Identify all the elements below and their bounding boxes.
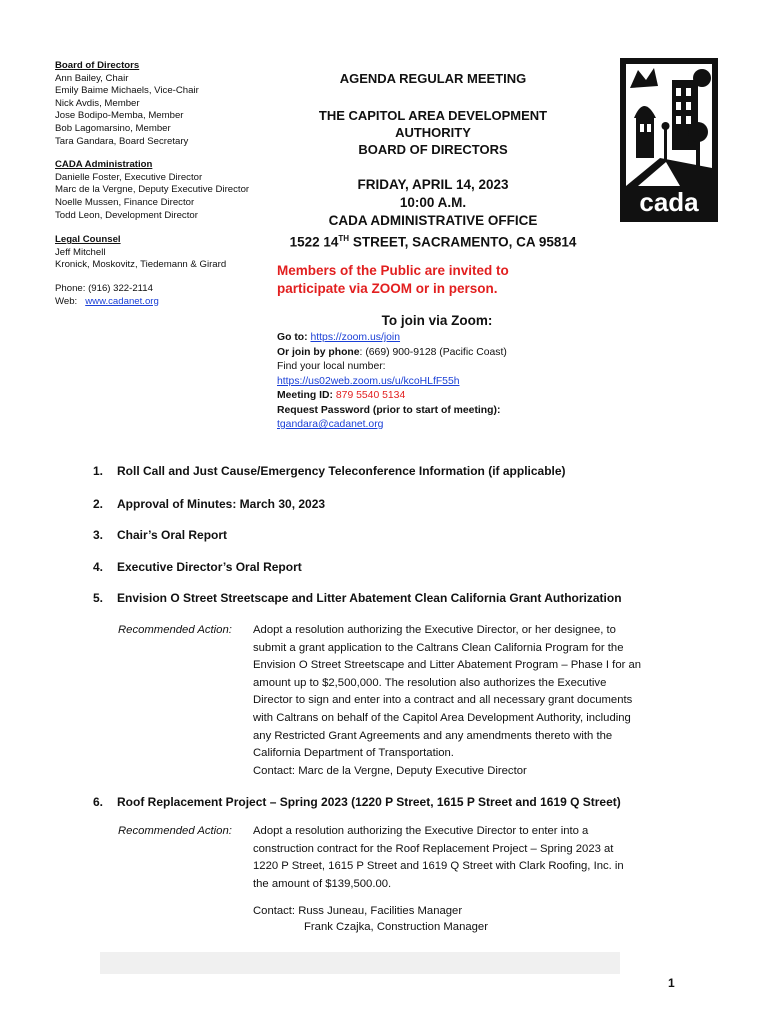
board-heading: Board of Directors [55, 60, 140, 71]
logo-text: cada [639, 187, 699, 217]
recommended-action-label: Recommended Action: [118, 825, 232, 837]
meeting-address: 1522 14TH STREET, SACRAMENTO, CA 95814 [289, 234, 577, 250]
local-number-link[interactable]: https://us02web.zoom.us/u/kcoHLfF55h [277, 375, 460, 387]
board-member: Ann Bailey, Chair [55, 72, 129, 84]
password-email-link[interactable]: tgandara@cadanet.org [277, 419, 384, 430]
admin-member: Danielle Foster, Executive Director [55, 171, 203, 183]
meeting-id: 879 5540 5134 [335, 390, 406, 401]
admin-member: Todd Leon, Development Director [55, 209, 198, 221]
website-link[interactable]: www.cadanet.org [85, 295, 159, 307]
faint-bleed-through [100, 952, 620, 974]
public-notice [277, 262, 509, 298]
agenda-item-title: Roof Replacement Project – Spring 2023 (1220 P Street, 1615 P Street and 1619 Q Street) [117, 795, 621, 809]
org-line: THE CAPITOL AREA DEVELOPMENT [318, 108, 548, 123]
agenda-title: AGENDA REGULAR MEETING [339, 71, 527, 86]
item5-recommendation: Adopt a resolution authorizing the Executive Director, or her designee, to submit a grant application to the Caltrans Clean California Program for the Envision O Street Streetscape and Litter Abatement Program – Phase I for an amount up to $2,500,000. The resolution also authorizes the Executive Director to sign and enter into a contract and all necessary grant documents with Caltrans on behalf of the Capitol Area Development Authority, including any Restricted Grant Agreements and any amendments thereto with the California Department of Transportation. [253, 624, 642, 760]
agenda-item-title: Roll Call and Just Cause/Emergency Teleconference Information (if applicable) [117, 464, 566, 478]
admin-member: Marc de la Vergne, Deputy Executive Director [55, 184, 250, 196]
password-label: Request Password (prior to start of meeting): [277, 404, 501, 416]
cada-logo-graphic [620, 58, 718, 222]
organization-heading [268, 107, 598, 158]
meeting-office: CADA ADMINISTRATIVE OFFICE [328, 213, 538, 228]
board-member: Emily Baime Michaels, Vice-Chair [55, 85, 199, 97]
agenda-item-title: Executive Director’s Oral Report [117, 560, 302, 574]
zoom-title: To join via Zoom: [381, 313, 493, 328]
website-line [55, 296, 295, 309]
agenda-item: 5. Envision O Street Streetscape and Litter Abatement Clean California Grant Authorization [93, 591, 622, 605]
agenda-item-title: Chair’s Oral Report [117, 528, 228, 542]
agenda-item: 1. Roll Call and Just Cause/Emergency Teleconference Information (if applicable) [93, 464, 566, 478]
meeting-date: FRIDAY, APRIL 14, 2023 [357, 177, 509, 192]
agenda-item-title: Envision O Street Streetscape and Litter Abatement Clean California Grant Authorization [117, 591, 622, 605]
admin-heading: CADA Administration [55, 159, 153, 171]
board-member: Jose Bodipo-Memba, Member [55, 110, 184, 122]
counsel-member: Jeff Mitchell [55, 246, 106, 258]
public-notice-line: Members of the Public are invited to [277, 263, 509, 278]
local-number-label: Find your local number: [277, 361, 386, 372]
item5-contact: Contact: Marc de la Vergne, Deputy Executive Director [253, 765, 527, 777]
agenda-item: 3. Chair’s Oral Report [93, 528, 228, 542]
phone-label: Or join by phone [277, 346, 360, 358]
board-member: Nick Avdis, Member [55, 97, 140, 109]
website-label: Web: [55, 295, 78, 307]
cada-logo [620, 58, 718, 222]
board-member: Bob Lagomarsino, Member [55, 122, 171, 134]
item6-contact: Contact: Russ Juneau, Facilities Manager Frank Czajka, Construction Manager [253, 905, 488, 933]
agenda-item: 4. Executive Director’s Oral Report [93, 560, 302, 574]
directory-column [55, 60, 295, 308]
zoom-join-link[interactable]: https://zoom.us/join [310, 332, 401, 343]
phone-number: Phone: (916) 322-2114 [55, 282, 153, 294]
agenda-item: 6. Roof Replacement Project – Spring 2023 (1220 P Street, 1615 P Street and 1619 Q Street) [93, 795, 621, 809]
board-member: Tara Gandara, Board Secretary [55, 135, 189, 147]
counsel-heading: Legal Counsel [55, 234, 121, 246]
goto-label: Go to: [277, 332, 311, 343]
item6-recommendation: Adopt a resolution authorizing the Executive Director to enter into a construction contract for the Roof Replacement Project – Spring 2023 at 1220 P Street, 1615 P Street and 1619 Q Street with Clark Roofing, Inc. in the amount of $139,500.00. [253, 825, 624, 890]
page-number: 1 [668, 976, 675, 990]
recommended-action-label: Recommended Action: [118, 624, 232, 636]
phone-value: : (669) 900-9128 (Pacific Coast) [359, 346, 507, 358]
meeting-time: 10:00 A.M. [399, 195, 467, 210]
meeting-id-label: Meeting ID: [277, 390, 336, 401]
public-notice-line: participate via ZOOM or in person. [277, 281, 498, 296]
counsel-member: Kronick, Moskovitz, Tiedemann & Girard [55, 259, 227, 271]
meeting-details [268, 176, 598, 252]
agenda-item: 2. Approval of Minutes: March 30, 2023 [93, 497, 326, 511]
org-line: BOARD OF DIRECTORS [358, 142, 508, 157]
org-line: AUTHORITY [395, 125, 471, 140]
admin-member: Noelle Mussen, Finance Director [55, 196, 195, 208]
agenda-item-title: Approval of Minutes: March 30, 2023 [117, 497, 326, 511]
zoom-info [277, 331, 507, 433]
